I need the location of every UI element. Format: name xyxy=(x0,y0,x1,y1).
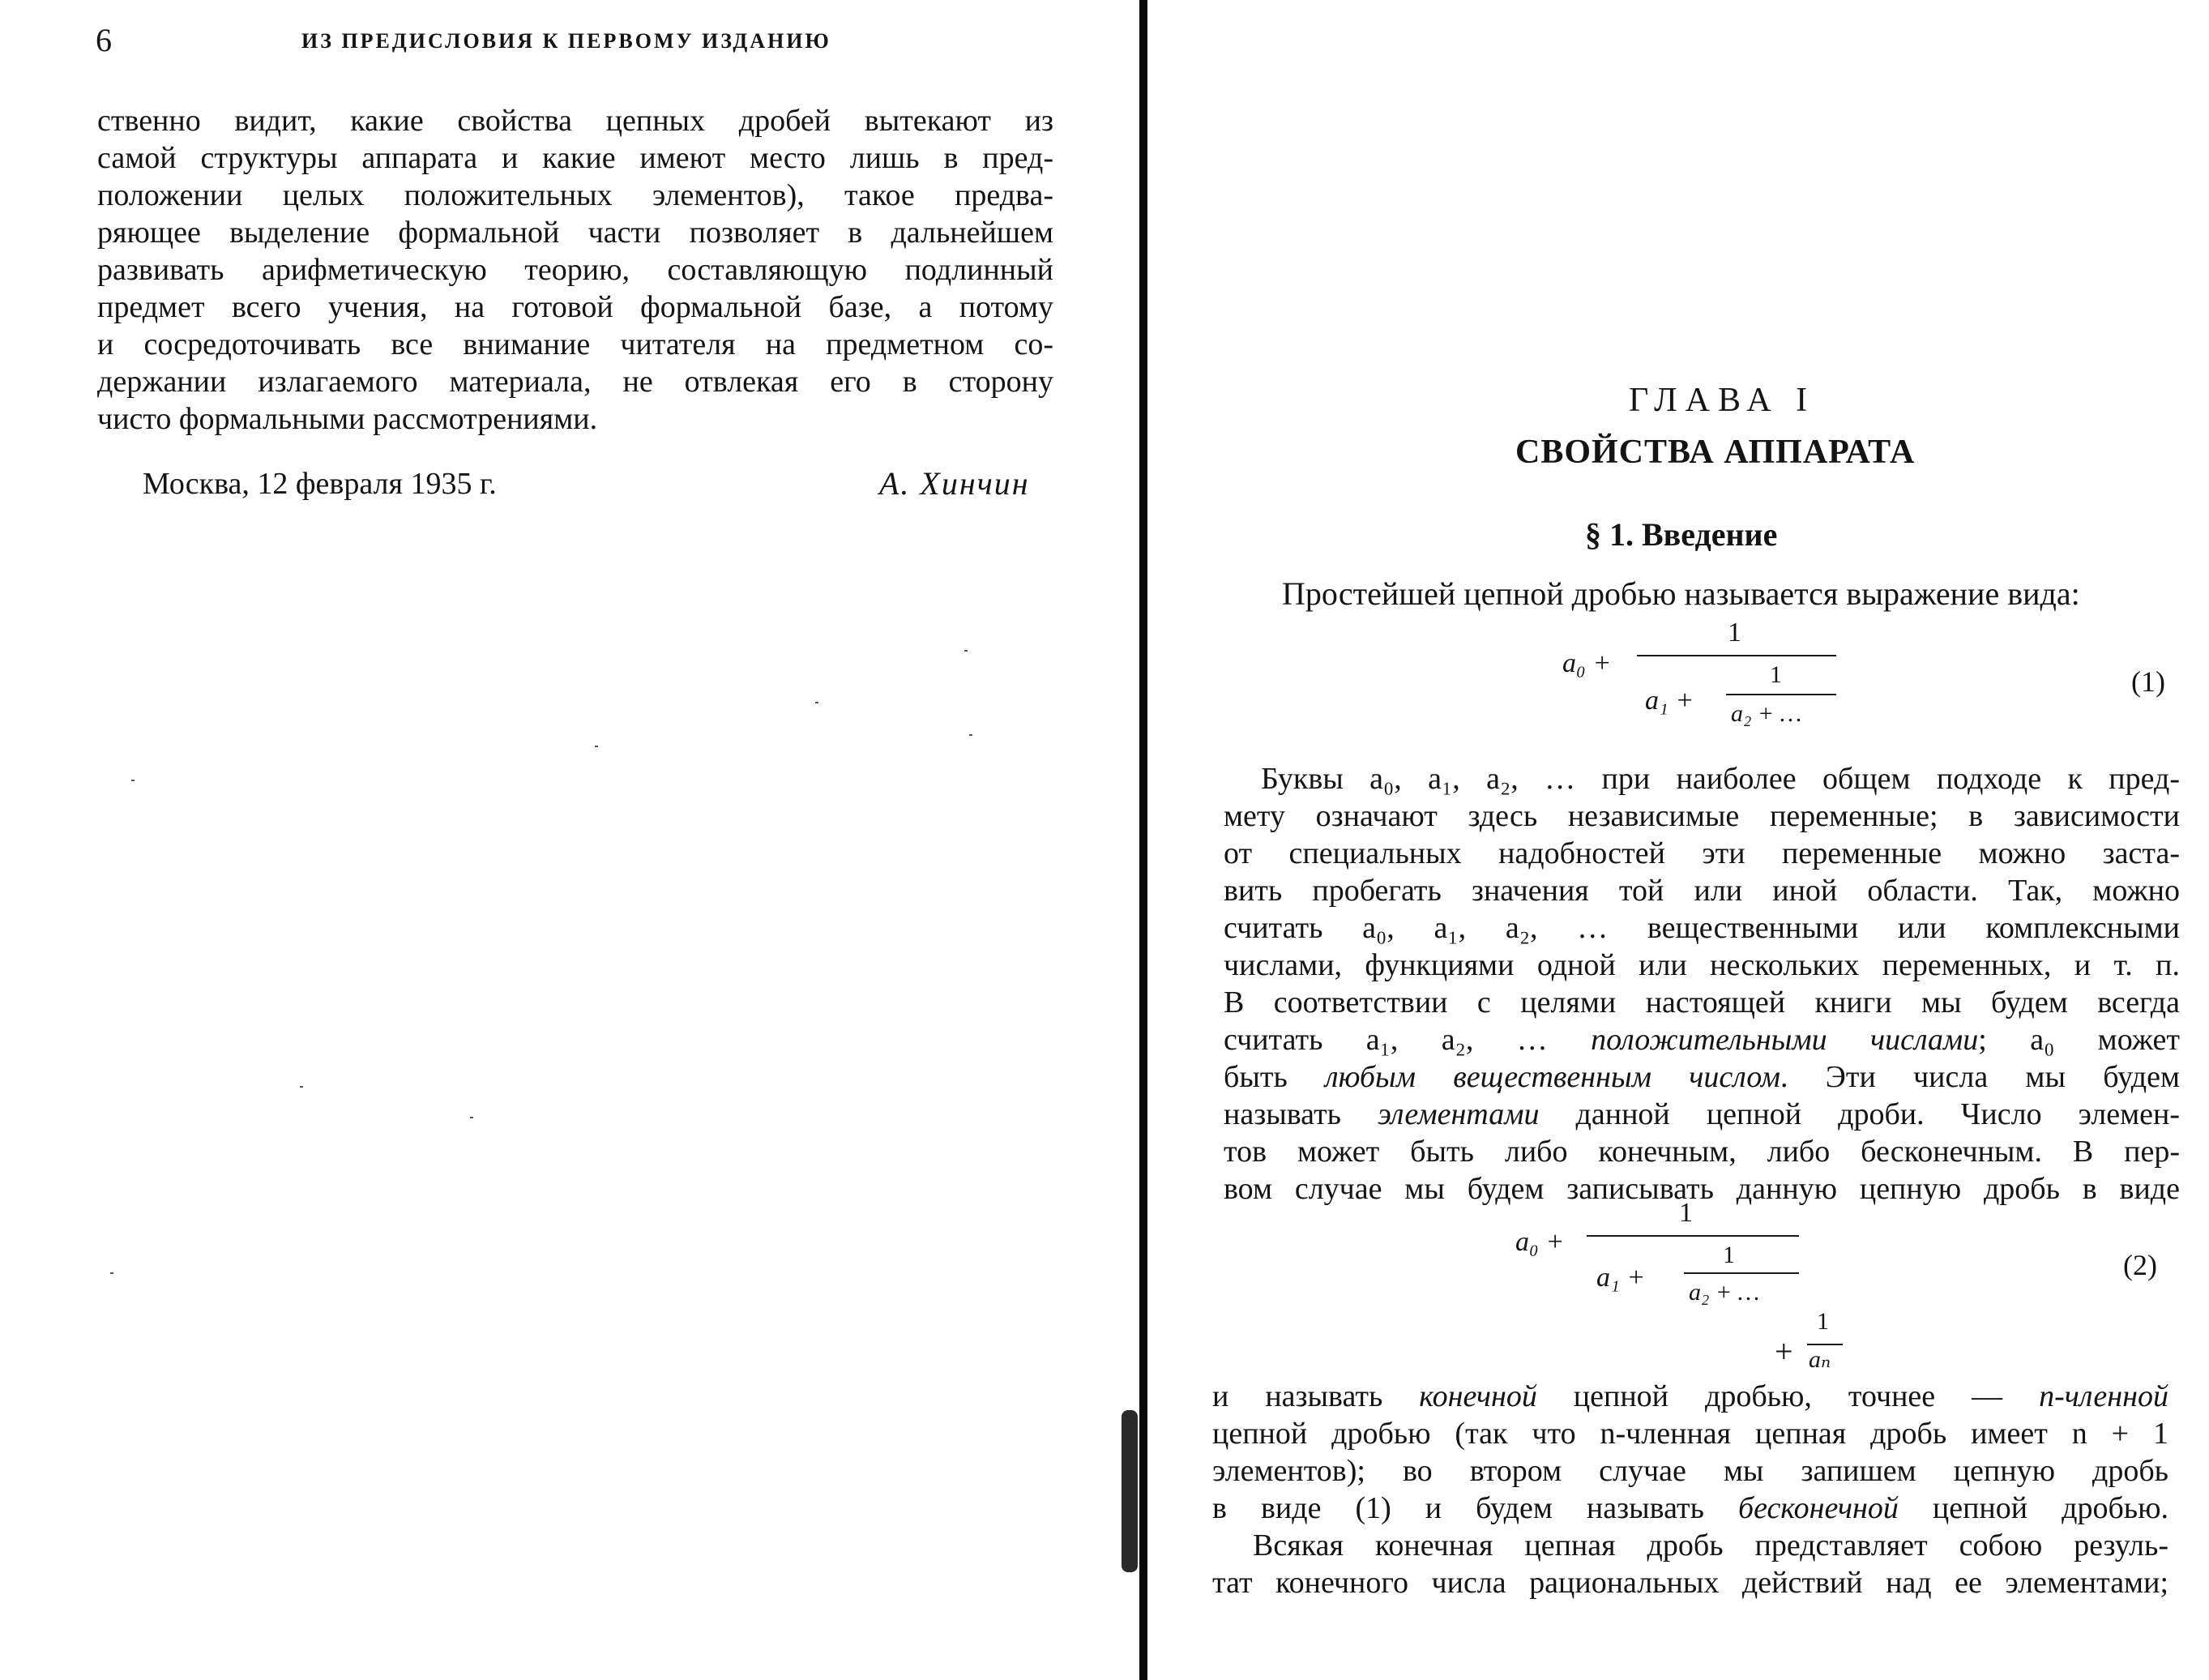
para2-line xyxy=(1212,1378,2168,1415)
para1-line: мету означают здесь независимые переменные; в зависимости xyxy=(1224,799,2180,833)
text-run: цепной дробью. xyxy=(1898,1491,2168,1525)
text-run: и называть xyxy=(1212,1379,1420,1413)
para2-line: элементов); во втором случае мы запишем цепную дробь xyxy=(1212,1454,2168,1488)
text-run: быть xyxy=(1224,1060,1326,1094)
equation-1 xyxy=(1540,616,2188,737)
scan-speck xyxy=(470,1117,473,1118)
para1-line xyxy=(1224,1096,2180,1133)
text-run: данной цепной дроби. Число элемен- xyxy=(1539,1097,2180,1131)
para2-line: цепной дробью (так что n-членная цепная дробь имеет n + 1 xyxy=(1212,1417,2168,1451)
eq2-fraction-bar-2 xyxy=(1684,1272,1799,1274)
chapter-title: СВОЙСТВА АППАРАТА xyxy=(1515,434,1916,471)
para1-line: Буквы a₀, a₁, a₂, … при наиболее общем подходе к пред- xyxy=(1261,762,2180,796)
italic-run: бесконечной xyxy=(1737,1491,1899,1525)
eq1-a0: a₀ + xyxy=(1562,648,1612,678)
equation-2-label: (2) xyxy=(2123,1249,2157,1281)
para1-line: вом случае мы будем записывать данную цепную дробь в виде xyxy=(1224,1172,2180,1206)
italic-run: любым вещественным числом xyxy=(1325,1060,1781,1094)
para1-line: В соответствии с целями настоящей книги мы будем всегда xyxy=(1224,985,2180,1020)
section-heading: § 1. Введение xyxy=(1585,516,1778,553)
text-run: . Эти числа мы будем xyxy=(1780,1060,2180,1094)
italic-run: элементами xyxy=(1378,1097,1540,1131)
intro-line: Простейшей цепной дробью называется выражение вида: xyxy=(1282,575,2080,612)
para1-line: тов может быть либо конечным, либо бесконечным. В пер- xyxy=(1224,1135,2180,1169)
scan-speck xyxy=(110,1272,113,1274)
eq2-tail: a₂ + … xyxy=(1689,1279,1760,1306)
italic-run: положительными числами xyxy=(1591,1023,1979,1057)
place-date: Москва, 12 февраля 1935 г. xyxy=(143,467,497,501)
text-run: в виде (1) и будем называть xyxy=(1212,1491,1738,1525)
running-header: ИЗ ПРЕДИСЛОВИЯ К ПЕРВОМУ ИЗДАНИЮ xyxy=(301,29,831,53)
scan-speck xyxy=(131,780,135,781)
para1-line: вить пробегать значения той или иной области. Так, можно xyxy=(1224,874,2180,908)
scan-speck xyxy=(815,702,818,703)
eq1-fraction-bar xyxy=(1637,655,1836,656)
eq2-numerator: 1 xyxy=(1679,1198,1693,1228)
page-number: 6 xyxy=(96,22,112,58)
left-text-line: предмет всего учения, на готовой формальной базе, а потому xyxy=(97,290,1053,324)
scan-speck xyxy=(964,650,968,652)
text-run: цепной дробью, точнее — xyxy=(1536,1379,2040,1413)
author-signature: А. Хинчин xyxy=(879,465,1030,502)
para3-line: Всякая конечная цепная дробь представляет собою резуль- xyxy=(1253,1528,2168,1562)
eq2-plus: + xyxy=(1775,1333,1793,1370)
italic-run: n-членной xyxy=(2039,1379,2168,1413)
left-text-line: и сосредоточивать все внимание читателя на предметном со- xyxy=(97,327,1053,361)
scan-speck xyxy=(300,1086,303,1088)
para3-line: тат конечного числа рациональных действий над ее элементами; xyxy=(1212,1566,2168,1600)
left-text-line: держании излагаемого материала, не отвлекая его в сторону xyxy=(97,365,1053,399)
equation-1-label: (1) xyxy=(2131,665,2165,698)
scan-speck xyxy=(595,746,598,747)
left-text-line: ряющее выделение формальной части позволяет в дальнейшем xyxy=(97,216,1053,250)
eq2-an: aₙ xyxy=(1809,1346,1831,1373)
book-spine-shadow xyxy=(1139,0,1147,1680)
para1-line xyxy=(1224,1058,2180,1096)
eq1-tail: a₂ + … xyxy=(1731,700,1802,727)
text-run: называть xyxy=(1224,1097,1378,1131)
para1-line: от специальных надобностей эти переменные можно заста- xyxy=(1224,836,2180,870)
left-text-line: ственно видит, какие свойства цепных дробей вытекают из xyxy=(97,104,1053,138)
para1-line: считать a₀, a₁, a₂, … вещественными или комплексными xyxy=(1224,911,2180,945)
left-text-line: самой структуры аппарата и какие имеют место лишь в пред- xyxy=(97,141,1053,175)
italic-run: конечной xyxy=(1419,1379,1537,1413)
para1-line xyxy=(1224,1021,2180,1058)
eq1-fraction-bar-2 xyxy=(1726,694,1836,695)
eq2-a0: a₀ + xyxy=(1515,1227,1565,1257)
eq2-fraction-bar xyxy=(1587,1235,1799,1237)
left-text-line: положении целых положительных элементов), такое предва- xyxy=(97,178,1053,212)
para2-line xyxy=(1212,1490,2168,1527)
eq2-numerator-3: 1 xyxy=(1817,1308,1829,1335)
left-text-line: чисто формальными рассмотрениями. xyxy=(97,402,598,436)
eq2-numerator-2: 1 xyxy=(1723,1242,1735,1268)
para1-line: числами, функциями одной или нескольких переменных, и т. п. xyxy=(1224,948,2180,982)
eq1-a1: a₁ + xyxy=(1645,686,1694,716)
left-text-line: развивать арифметическую теорию, составляющую подлинный xyxy=(97,253,1053,287)
eq1-numerator-2: 1 xyxy=(1770,661,1782,688)
binding-shadow xyxy=(1122,1410,1138,1572)
scan-speck xyxy=(969,734,972,736)
text-run: ; a₀ может xyxy=(1978,1023,2181,1057)
chapter-number: ГЛАВА I xyxy=(1629,382,1816,419)
equation-2 xyxy=(1491,1193,2156,1371)
eq2-a1: a₁ + xyxy=(1596,1263,1646,1293)
eq1-numerator: 1 xyxy=(1728,618,1741,648)
text-run: считать a₁, a₂, … xyxy=(1224,1023,1592,1057)
